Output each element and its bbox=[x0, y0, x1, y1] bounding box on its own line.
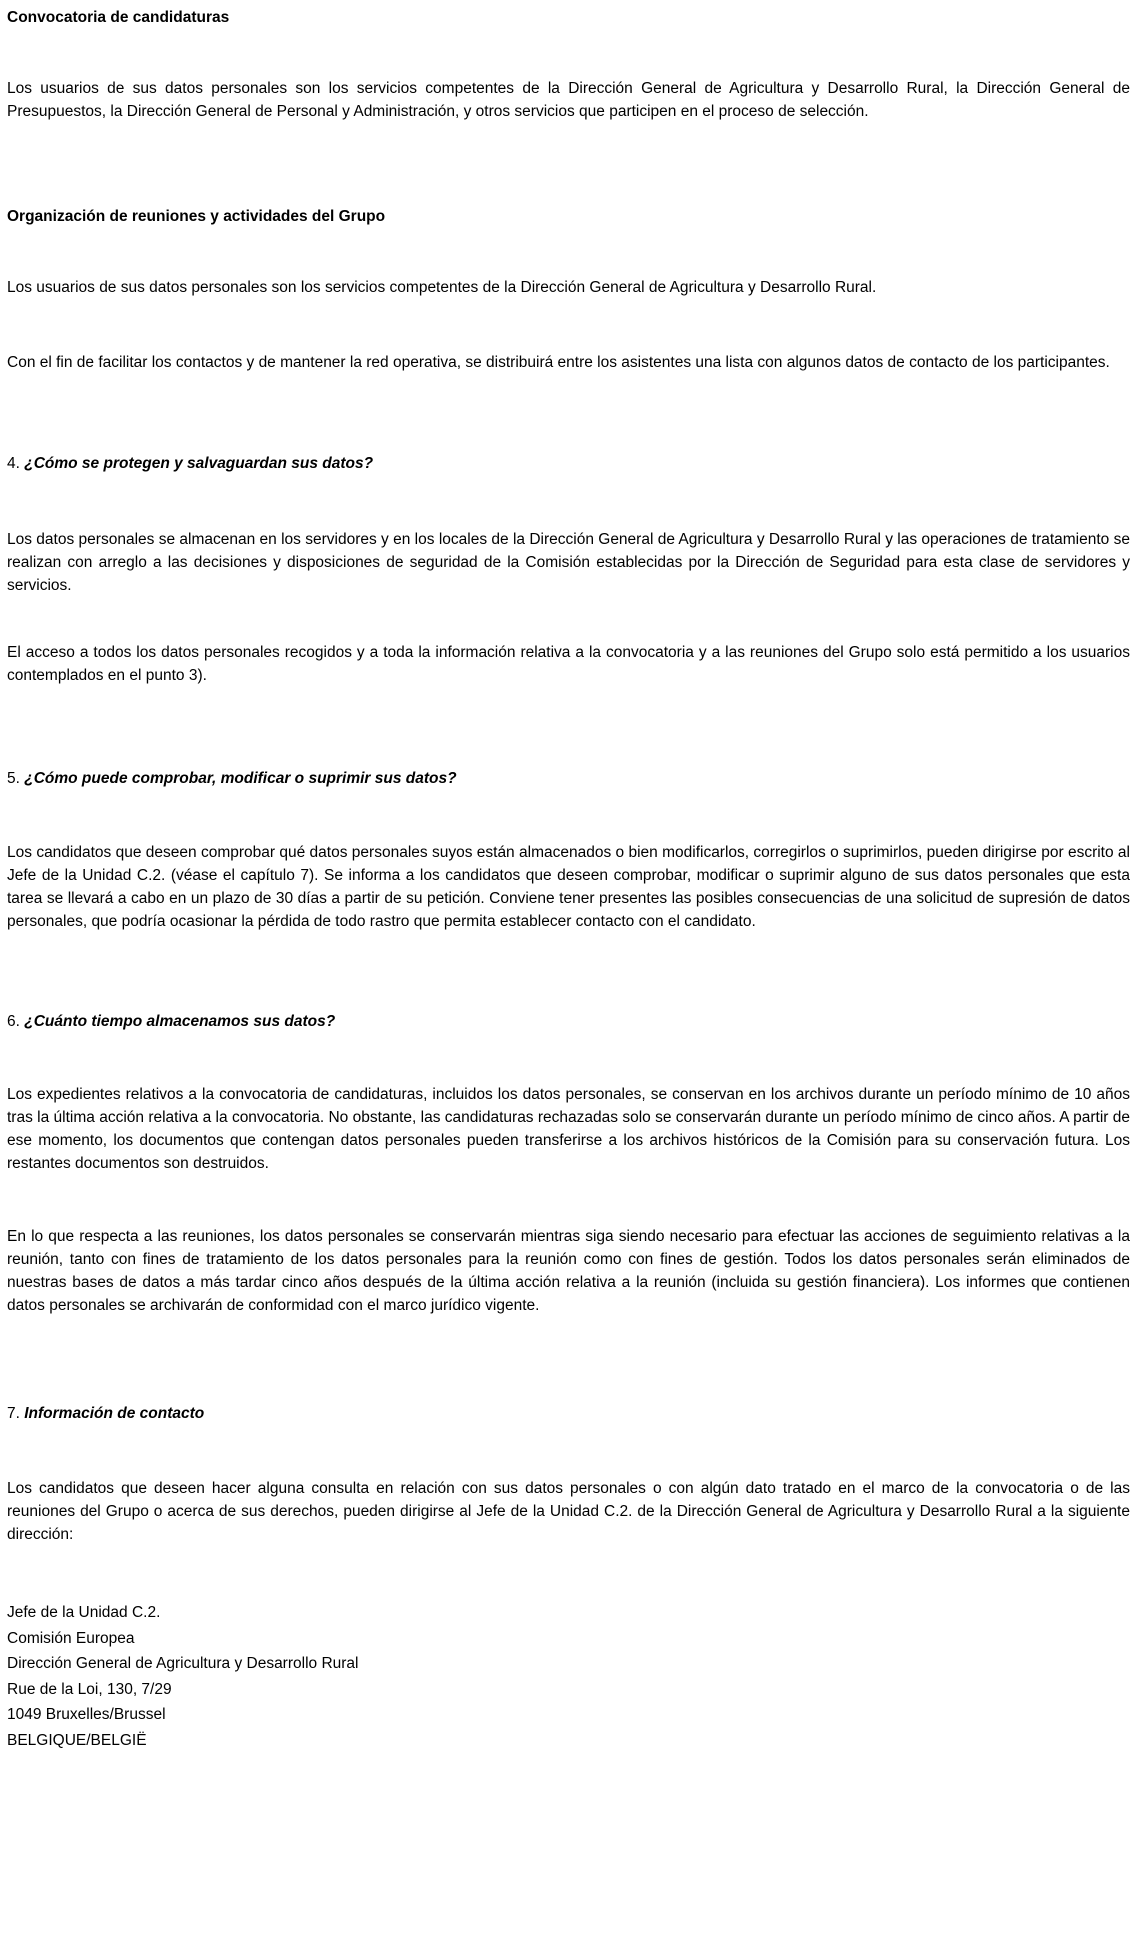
paragraph-reuniones-lista: Con el fin de facilitar los contactos y de mantener la red operativa, se distribuirá entre los asistentes una lista con algunos datos de contacto de los participantes. bbox=[7, 354, 1110, 371]
address-line-country: BELGIQUE/BELGIË bbox=[7, 1731, 147, 1749]
paragraph-section4-acceso: El acceso a todos los datos personales recogidos y a toda la información relativa a la convocatoria y a las reuniones del Grupo solo está permitido a los usuarios contemplados en el punto 3). bbox=[7, 644, 1130, 684]
contact-address bbox=[7, 1600, 1130, 1753]
section-5-heading bbox=[7, 767, 1130, 790]
section-6-heading bbox=[7, 1010, 1130, 1033]
section-7-title: Información de contacto bbox=[24, 1405, 205, 1422]
heading-convocatoria: Convocatoria de candidaturas bbox=[7, 9, 230, 26]
paragraph-section4-servidores: Los datos personales se almacenan en los servidores y en los locales de la Dirección General de Agricultura y Desarrollo Rural y las operaciones de tratamiento se realizan con arreglo a las decisiones y disposiciones de seguridad de la Comisión establecidas por la Dirección de Seguridad para esta clase de servidores y servicios. bbox=[7, 531, 1130, 594]
section-7-heading bbox=[7, 1402, 1130, 1425]
address-line-city: 1049 Bruxelles/Brussel bbox=[7, 1706, 166, 1723]
paragraph-section6-reuniones: En lo que respecta a las reuniones, los datos personales se conservarán mientras siga siendo necesario para efectuar las acciones de seguimiento relativas a la reunión, tanto con fines de tratamiento de los datos personales para la reunión como con fines de gestión. Todos los datos personales serán eliminados de nuestras bases de datos a más tardar cinco años después de la última acción relativa a la reunión (incluida su gestión financiera). Los informes que contienen datos personales se archivarán de conformidad con el marco jurídico vigente. bbox=[7, 1228, 1130, 1314]
section-4-number: 4. bbox=[7, 455, 20, 472]
section-4-title: ¿Cómo se protegen y salvaguardan sus datos? bbox=[24, 455, 374, 472]
section-5-number: 5. bbox=[7, 770, 20, 787]
section-4-heading bbox=[7, 452, 1130, 475]
paragraph-reuniones-users: Los usuarios de sus datos personales son los servicios competentes de la Dirección General de Agricultura y Desarrollo Rural. bbox=[7, 279, 877, 296]
section-6-number: 6. bbox=[7, 1013, 20, 1030]
address-line-comision: Comisión Europea bbox=[7, 1629, 135, 1647]
address-line-direccion-general: Dirección General de Agricultura y Desarrollo Rural bbox=[7, 1655, 359, 1672]
section-7-number: 7. bbox=[7, 1405, 20, 1422]
section-5-title: ¿Cómo puede comprobar, modificar o suprimir sus datos? bbox=[24, 770, 457, 787]
heading-organizacion-reuniones: Organización de reuniones y actividades del Grupo bbox=[7, 208, 386, 225]
paragraph-section7-consulta: Los candidatos que deseen hacer alguna consulta en relación con sus datos personales o con algún dato tratado en el marco de la convocatoria o de las reuniones del Grupo o acerca de sus derechos, pueden dirigirse al Jefe de la Unidad C.2. de la Dirección General de Agricultura y Desarrollo Rural a la siguiente dirección: bbox=[7, 1480, 1130, 1543]
address-line-jefe: Jefe de la Unidad C.2. bbox=[7, 1604, 161, 1621]
section-6-title: ¿Cuánto tiempo almacenamos sus datos? bbox=[24, 1013, 336, 1030]
paragraph-convocatoria-users: Los usuarios de sus datos personales son los servicios competentes de la Dirección General de Agricultura y Desarrollo Rural, la Dirección General de Presupuestos, la Dirección General de Personal y Administración, y otros servicios que participen en el proceso de selección. bbox=[7, 80, 1130, 120]
paragraph-section5-comprobar: Los candidatos que deseen comprobar qué datos personales suyos están almacenados o bien modificarlos, corregirlos o suprimirlos, pueden dirigirse por escrito al Jefe de la Unidad C.2. (véase el capítulo 7). Se informa a los candidatos que deseen comprobar, modificar o suprimir alguno de sus datos personales que esta tarea se llevará a cabo en un plazo de 30 días a partir de su petición. Conviene tener presentes las posibles consecuencias de una solicitud de supresión de datos personales, que podría ocasionar la pérdida de todo rastro que permita establecer contacto con el candidato. bbox=[7, 844, 1130, 930]
address-line-street: Rue de la Loi, 130, 7/29 bbox=[7, 1680, 172, 1698]
paragraph-section6-expedientes: Los expedientes relativos a la convocatoria de candidaturas, incluidos los datos personales, se conservan en los archivos durante un período mínimo de 10 años tras la última acción relativa a la convocatoria. No obstante, las candidaturas rechazadas solo se conservarán durante un período mínimo de cinco años. A partir de ese momento, los documentos que contengan datos personales pueden transferirse a los archivos históricos de la Comisión para su conservación futura. Los restantes documentos son destruidos. bbox=[7, 1086, 1130, 1172]
